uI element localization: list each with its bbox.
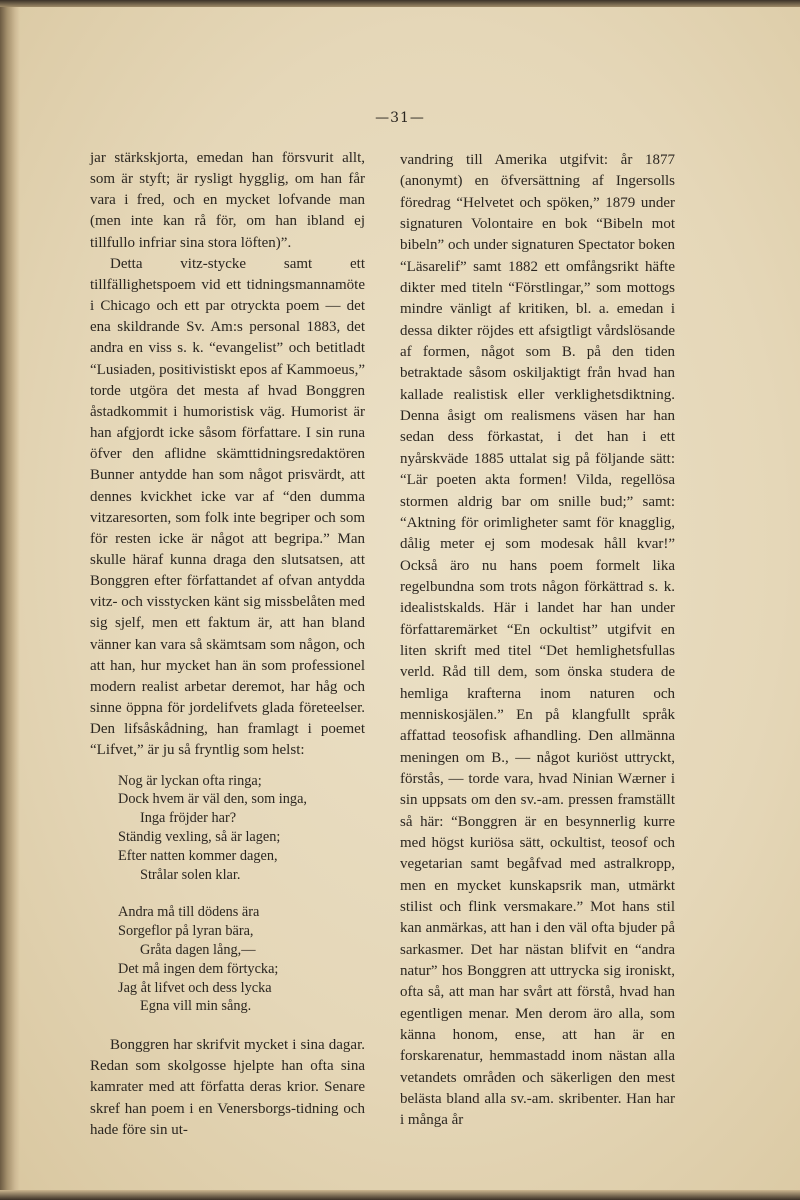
poem-stanza (118, 772, 365, 885)
paragraph: Detta vitz-stycke samt ett tillfällighetspoem vid ett tidningsmannamöte i Chicago och ett par otryckta poem — det ena skildrande Sv. Am:s personal 1883, det andra en viss s. k. “evangelist” och betitladt “Lusiaden, positivistiskt epos af Kammoeus,” torde utgöra det mesta af hvad Bonggren åstadkommit i humoristisk väg. Humorist är han afgjordt icke såsom författare. I sin runa öfver den aflidne skämttidningsredaktören Bunner antydde han som något prisvärdt, att dennes kvickhet icke var af “den dumma vitzaresorten, som folk inte begriper och som för resten icke är något att begripa.” Man skulle häraf kunna draga den slutsatsen, att Bonggren efter författandet af ofvan antydda vitz- och visstycken känt sig missbelåten med sig sjelf, men ett faktum är, att han bland vänner kan vara så skämtsam som någon, och att han, hur mycket han än som professionel modern realist arbetar deremot, har håg och sinne öppna för jordelifvets glada företeelser. Den lifsåskådning, han framlagt i poemet “Lifvet,” är ju så fryntlig som helst: (90, 255, 365, 759)
poem-lifvet (118, 772, 365, 1017)
poem-line: Gråta dagen lång,— (140, 941, 256, 958)
left-column (90, 148, 365, 1141)
poem-line: Inga fröjder har? (140, 810, 237, 827)
poem-line: Ständig vexling, så är lagen; (118, 828, 281, 845)
poem-stanza (118, 903, 365, 1016)
paragraph: Bonggren har skrifvit mycket i sina dagar. Redan som skolgosse hjelpte han ofta sina kamrater med att författa deras krior. Senare skref han poem i en Venersborgs-tidning och hade före sin ut- (90, 1037, 365, 1138)
page-number: —31— (375, 110, 425, 126)
paragraph: vandring till Amerika utgifvit: år 1877 (anonymt) en öfversättning af Ingersolls föredrag “Helvetet och spöken,” 1879 under signaturen Volontaire en bok “Bibeln mot bibeln” och under signaturen Spectator boken “Läsarelif” samt 1882 ett omfångsrikt häfte dikter med titeln “Förstlingar,” som mottogs mindre vänligt af kritiken, bl. a. emedan i dessa dikter röjdes ett afsigtligt vårdslösande af formen, något som B. på den tiden betraktade såsom oskiljaktigt från hvad han kallade realistisk eller verklighetsdiktning. Denna åsigt om realismens väsen har han sedan dess förkastat, i det han i ett nyårskväde 1885 uttalat sig på följande sätt: “Lär poeten akta formen! Vilda, regellösa stormen aldrig bar om snille bud;” samt: “Aktning för orimligheter samt för knagglig, dålig meter ej som modesak håll kvar!” Också äro nu hans poem formelt lika regelbundna som trots någon förkättrad s. k. idealistskalds. Här i landet har han under författaremärket “En ockultist” utgifvit en liten skrift med titel “Det hemlighetsfullas verld. Råd till dem, som önska studera de hemliga krafterna inom naturen och menniskosjälen.” En på klangfullt språk affattad teosofisk afhandling. Den allmänna meningen om B., — något kuriöst uttryckt, förstås, — torde vara, hvad Ninian Wærner i sin uppsats om den sv.-am. pressen framställt så här: “Bonggren är en besynnerlig kurre med högst kuriösa sätt, ockultist, teosof och vegetarian samt begåfvad med astralkropp, men en mycket kunskapsrik man, utmärkt stilist och flink versmakare.” Mot hans stil kan anmärkas, att han i den väl ofta bjuder på sarkasmer. Det har nästan blifvit en “andra natur” hos Bonggren att uttrycka sig ironiskt, ofta så, att man har svårt att förstå, hvad han egentligen menar. Men derom äro alla, som känna honom, ense, att han är en forskarenatur, hemmastadd inom nästan alla vetandets områden och säkerligen den mest belästa bland alla sv.-am. skribenter. Han har i många år (400, 152, 675, 1129)
poem-line: Jag åt lifvet och dess lycka (118, 979, 272, 996)
paragraph: jar stärkskjorta, emedan han försvurit allt, som är styft; är rysligt hygglig, om han får vara i fred, och en mycket lofvande man (men inte kan rå för, om han ibland ej tillfullo infriar sina stora löften)”. (90, 150, 365, 251)
page-bottom-edge (0, 1190, 800, 1200)
poem-line: Strålar solen klar. (140, 866, 241, 883)
poem-line: Dock hvem är väl den, som inga, (118, 791, 307, 808)
page-binding-edge (0, 0, 20, 1200)
poem-line: Efter natten kommer dagen, (118, 847, 278, 864)
poem-line: Nog är lyckan ofta ringa; (118, 772, 262, 789)
poem-line: Sorgeflor på lyran bära, (118, 923, 254, 940)
poem-line: Det må ingen dem förtycka; (118, 960, 279, 977)
poem-line: Egna vill min sång. (140, 998, 252, 1015)
page-top-edge (0, 0, 800, 7)
right-column (400, 150, 675, 1132)
poem-line: Andra må till dödens ära (118, 904, 260, 921)
